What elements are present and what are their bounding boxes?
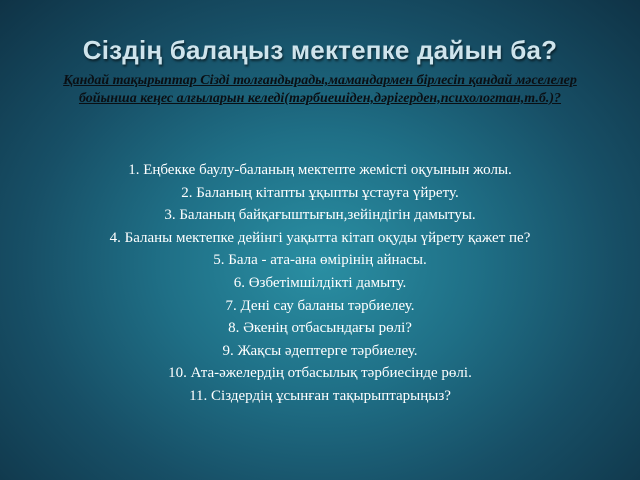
topic-item-8: 8. Әкенің отбасындағы рөлі?	[228, 320, 412, 337]
topic-item-7: 7. Дені сау баланы тәрбиелеу.	[225, 297, 415, 314]
topic-item-1: 1. Еңбекке баулу-баланың мектепте жемісті оқуынын жолы.	[128, 162, 512, 178]
topic-list	[0, 159, 640, 408]
slide-title: Сіздің балаңыз мектепке дайын ба?	[82, 35, 558, 65]
topic-item-4: 4. Баланы мектепке дейінгі уақытта кітап оқуды үйрету қажет пе?	[109, 229, 531, 246]
topic-item-10: 10. Ата-әжелердің отбасылық тәрбиесінде рөлі.	[168, 365, 472, 382]
topic-item-2: 2. Баланың кітапты ұқыпты ұстауға үйрету.	[181, 184, 459, 201]
topic-item-6: 6. Өзбетімшілдікті дамыту.	[233, 274, 407, 291]
topic-item-5: 5. Бала - ата-ана өмірінің айнасы.	[213, 252, 427, 269]
slide-subtitle: Қандай тақырыптар Сізді толғандырады,мамандармен бірлесіп қандай мәселелер бойынша кеңес алғыларын келеді(тәрбиешіден,дәрігерден,психологтан,т.б.)?	[63, 73, 577, 106]
topic-item-11: 11. Сіздердің ұсынған тақырыптарыңыз?	[189, 387, 451, 404]
topic-item-9: 9. Жақсы әдептерге тәрбиелеу.	[222, 342, 418, 359]
topic-item-3: 3. Баланың байқағыштығын,зейіндігін дамытуы.	[164, 207, 476, 224]
